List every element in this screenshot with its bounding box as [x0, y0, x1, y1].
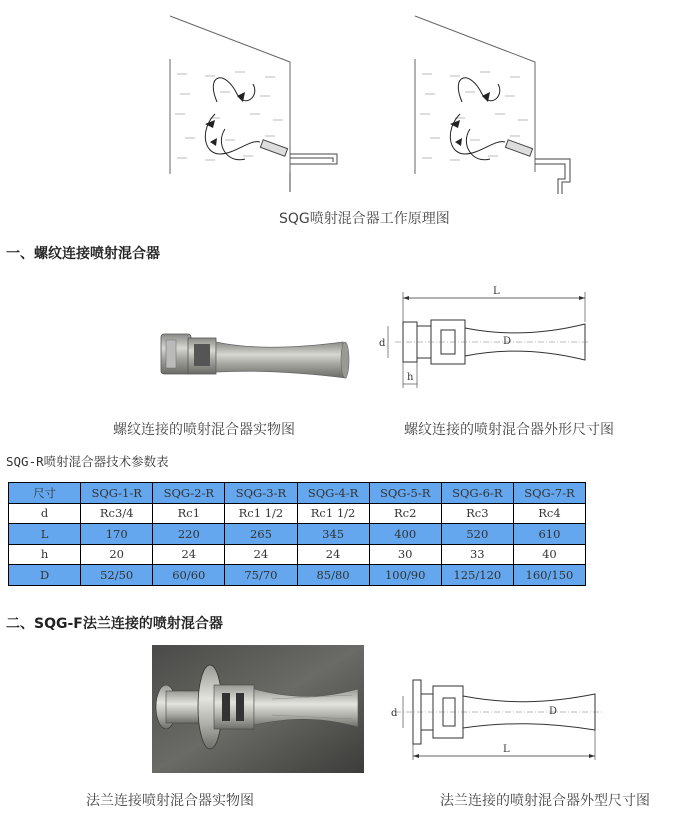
flanged-drawing-caption: 法兰连接的喷射混合器外型尺寸图: [440, 793, 650, 809]
table-header-row: [9, 483, 586, 504]
table-cell: d: [9, 503, 81, 524]
table-header-cell: SQG-4-R: [297, 483, 369, 504]
table-title: SQG-R喷射混合器技术参数表: [6, 454, 169, 469]
table-cell: 345: [297, 524, 369, 545]
table-cell: 170: [81, 524, 153, 545]
dim-h-label: h: [407, 372, 414, 383]
table-cell: 220: [153, 524, 225, 545]
table-row: [9, 544, 586, 565]
table-cell: Rc1: [153, 503, 225, 524]
flanged-mixer-drawing: [385, 660, 615, 770]
spec-table: [8, 482, 586, 586]
table-cell: 520: [441, 524, 513, 545]
table-cell: Rc3/4: [81, 503, 153, 524]
table-cell: D: [9, 565, 81, 586]
table-cell: 400: [369, 524, 441, 545]
table-cell: h: [9, 544, 81, 565]
dim-D-label: D: [503, 336, 512, 347]
table-cell: 125/120: [441, 565, 513, 586]
dim-L-label: L: [493, 286, 500, 297]
flange-dim-L-label: L: [503, 744, 510, 755]
table-cell: L: [9, 524, 81, 545]
flanged-photo-caption: 法兰连接喷射混合器实物图: [86, 793, 254, 809]
table-cell: 30: [369, 544, 441, 565]
table-cell: 100/90: [369, 565, 441, 586]
table-cell: Rc1 1/2: [225, 503, 297, 524]
table-header-cell: SQG-1-R: [81, 483, 153, 504]
table-cell: 20: [81, 544, 153, 565]
table-cell: 24: [225, 544, 297, 565]
table-cell: 40: [513, 544, 585, 565]
table-row: [9, 503, 586, 524]
table-cell: 24: [297, 544, 369, 565]
table-row: [9, 524, 586, 545]
principle-caption: SQG喷射混合器工作原理图: [279, 211, 450, 227]
table-cell: 75/70: [225, 565, 297, 586]
section2-heading: 二、SQG-F法兰连接的喷射混合器: [6, 616, 223, 632]
table-row: [9, 565, 586, 586]
table-cell: Rc3: [441, 503, 513, 524]
table-cell: 33: [441, 544, 513, 565]
table-header-cell: 尺寸: [9, 483, 81, 504]
principle-diagram-right: [410, 14, 600, 194]
table-cell: 24: [153, 544, 225, 565]
table-header-cell: SQG-2-R: [153, 483, 225, 504]
dim-d-label: d: [379, 338, 386, 349]
table-cell: 160/150: [513, 565, 585, 586]
table-cell: Rc2: [369, 503, 441, 524]
threaded-mixer-drawing: [375, 280, 605, 395]
flange-dim-d-label: d: [391, 708, 398, 719]
table-cell: 265: [225, 524, 297, 545]
flanged-mixer-photo: [152, 645, 364, 773]
section1-heading: 一、螺纹连接喷射混合器: [6, 246, 160, 262]
table-cell: 60/60: [153, 565, 225, 586]
table-cell: 52/50: [81, 565, 153, 586]
table-cell: 85/80: [297, 565, 369, 586]
table-header-cell: SQG-3-R: [225, 483, 297, 504]
threaded-mixer-photo: [158, 320, 353, 390]
table-cell: 610: [513, 524, 585, 545]
table-header-cell: SQG-5-R: [369, 483, 441, 504]
threaded-drawing-caption: 螺纹连接的喷射混合器外形尺寸图: [404, 422, 614, 438]
principle-diagram-left: [165, 14, 355, 194]
table-cell: Rc4: [513, 503, 585, 524]
flange-dim-D-label: D: [549, 706, 558, 717]
table-cell: Rc1 1/2: [297, 503, 369, 524]
table-header-cell: SQG-6-R: [441, 483, 513, 504]
threaded-photo-caption: 螺纹连接的喷射混合器实物图: [113, 422, 295, 438]
table-header-cell: SQG-7-R: [513, 483, 585, 504]
